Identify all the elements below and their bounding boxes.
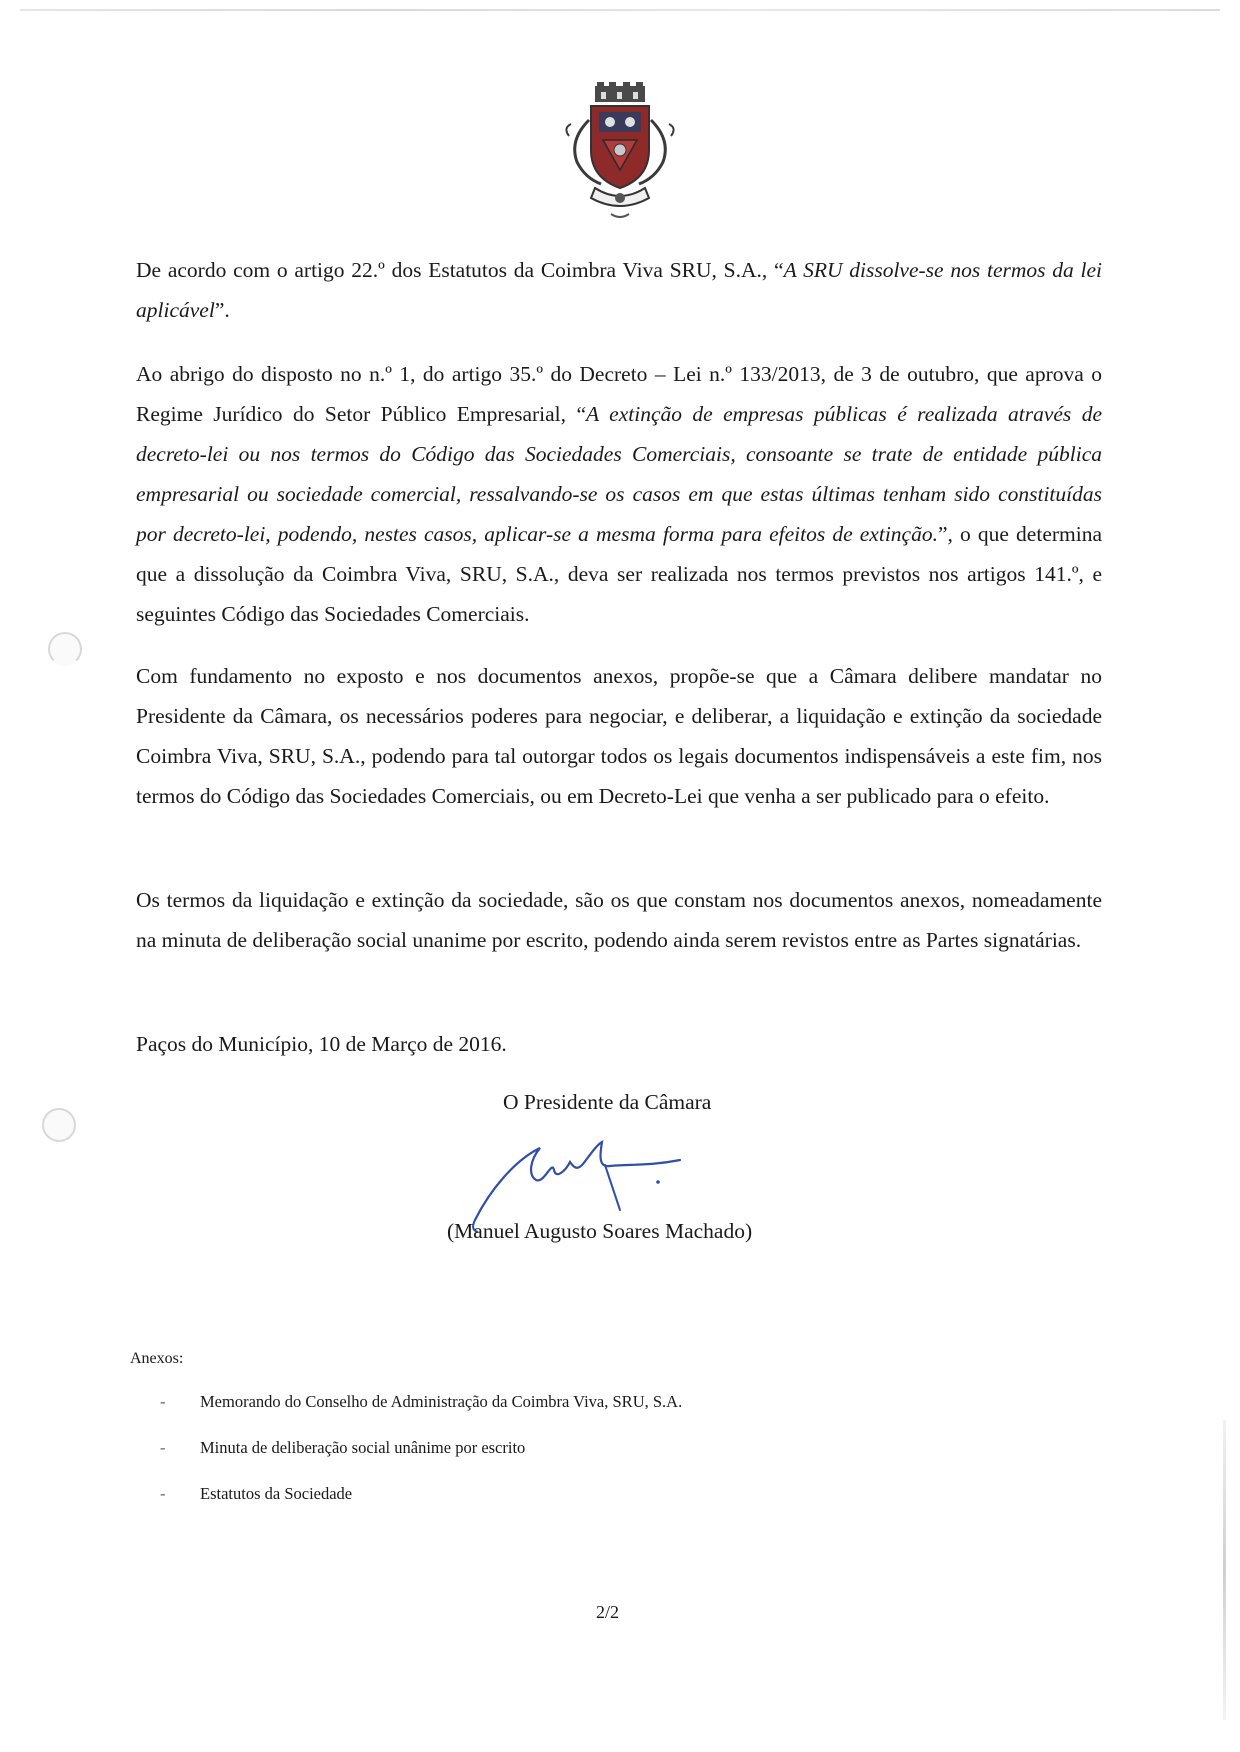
annex-item-label: Memorando do Conselho de Administração da Coimbra Viva, SRU, S.A. — [200, 1392, 683, 1411]
bullet-dash: - — [160, 1438, 166, 1457]
signer-title: O Presidente da Câmara — [503, 1090, 712, 1114]
page-number: 2/2 — [596, 1602, 620, 1622]
punch-hole — [48, 632, 82, 666]
bullet-dash: - — [160, 1392, 166, 1411]
paragraph-terms: Os termos da liquidação e extinção da sociedade, são os que constam nos documentos anexos, nomeadamente na minuta de deliberação social unanime por escrito, podendo ainda serem revistos entre as Partes signatárias. — [136, 888, 1102, 952]
paragraph-proposal: Com fundamento no exposto e nos documentos anexos, propõe-se que a Câmara delibere mandatar no Presidente da Câmara, os necessários poderes para negociar, e deliberar, a liquidação e extinção da sociedade Coimbra Viva, SRU, S.A., podendo para tal outorgar todos os legais documentos indispensáveis a este fim, nos termos do Código das Sociedades Comerciais, ou em Decreto-Lei que venha a ser publicado para o efeito. — [136, 664, 1102, 808]
place-date: Paços do Município, 10 de Março de 2016. — [136, 1032, 507, 1056]
paragraph-statutes: De acordo com o artigo 22.º dos Estatutos da Coimbra Viva SRU, S.A., “A SRU dissolve-se nos termos da lei aplicável”. — [136, 258, 1103, 322]
annexes-list — [160, 1390, 682, 1528]
scan-edge-top — [20, 9, 1220, 11]
annex-item-label: Estatutos da Sociedade — [200, 1484, 353, 1503]
annex-item — [160, 1436, 682, 1482]
bullet-dash: - — [160, 1484, 166, 1503]
scan-edge-right — [1223, 1420, 1226, 1720]
signer-name: (Manuel Augusto Soares Machado) — [447, 1219, 753, 1243]
punch-hole — [42, 1108, 76, 1142]
annex-item-label: Minuta de deliberação social unânime por escrito — [200, 1438, 526, 1457]
annex-item — [160, 1390, 682, 1436]
coimbra-coat-of-arms-icon — [555, 80, 685, 230]
annexes-heading: Anexos: — [130, 1350, 184, 1367]
paragraph-legal-basis: Ao abrigo do disposto no n.º 1, do artigo 35.º do Decreto – Lei n.º 133/2013, de 3 de outubro, que aprova o Regime Jurídico do Setor Público Empresarial, “A extinção de empresas públicas é realizada através de decreto-lei ou nos termos do Código das Sociedades Comerciais, consoante se trate de entidade pública empresarial ou sociedade comercial, ressalvando-se os casos em que estas últimas tenham sido constituídas por decreto-lei, podendo, nestes casos, aplicar-se a mesma forma para efeitos de extinção.”, o que determina que a dissolução da Coimbra Viva, SRU, S.A., deva ser realizada nos termos previstos nos artigos 141.º, e seguintes Código das Sociedades Comerciais. — [136, 362, 1103, 626]
annex-item — [160, 1482, 682, 1528]
